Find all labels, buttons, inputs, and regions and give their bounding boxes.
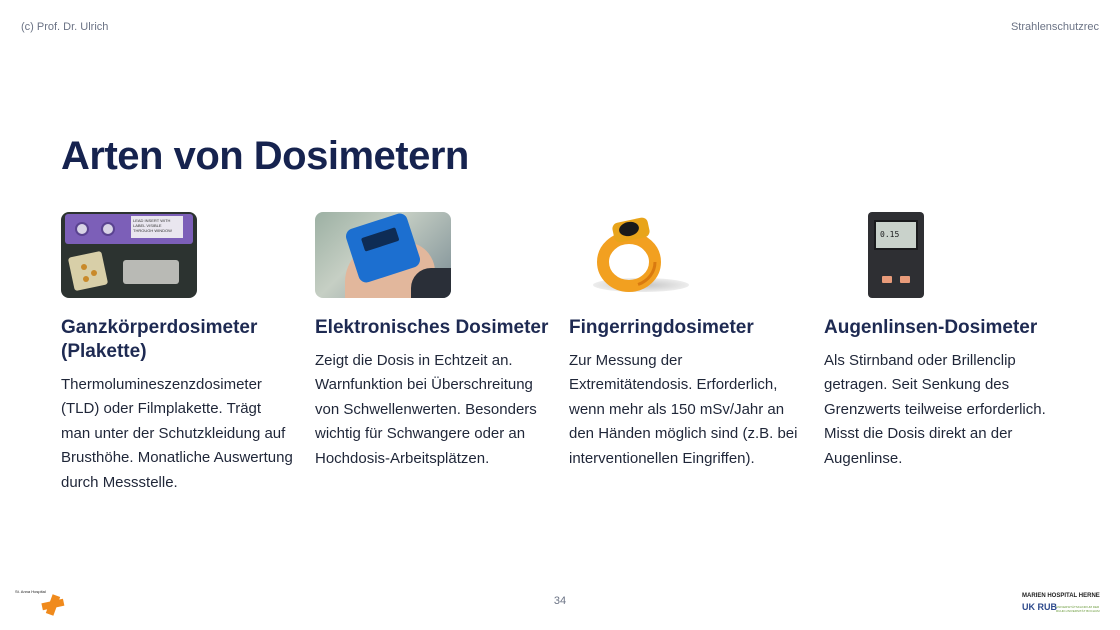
marien-hospital-logo: MARIEN HOSPITAL HERNE UK RUB UNIVERSITÄTSKLINIKUM DER RUHR-UNIVERSITÄT BOCHUM [1022, 593, 1100, 613]
dosimeter-card-eye-lens [824, 212, 1064, 471]
card-description: Zur Messung der Extremitätendosis. Erforderlich, wenn mehr als 150 mSv/Jahr an den Händen möglich sind (z.B. bei interventionellen Eingriffen). [569, 352, 798, 467]
slide-title: Arten von Dosimetern [61, 134, 469, 178]
dosimeter-card-electronic [315, 212, 555, 471]
eye-lens-dosimeter-image: 0.15 [824, 212, 960, 298]
card-description: Als Stirnband oder Brillenclip getragen. Seit Senkung des Grenzwerts teilweise erforderlich. Misst die Dosis direkt an der Augenlinse. [824, 352, 1046, 467]
st-anna-hospital-logo: St. Anna Hospital [15, 589, 75, 619]
card-title: Fingerringdosimeter [569, 317, 754, 338]
dosimeter-card-whole-body [61, 212, 301, 495]
card-title: Augenlinsen-Dosimeter [824, 317, 1038, 338]
card-description: Zeigt die Dosis in Echtzeit an. Warnfunktion bei Überschreitung von Schwellenwerten. Besonders wichtig für Schwangere oder an Hochdosis-Arbeitsplätzen. [315, 352, 537, 467]
card-title: Elektronisches Dosimeter [315, 317, 549, 338]
dosimeter-card-finger-ring [569, 212, 809, 471]
electronic-dosimeter-image [315, 212, 451, 298]
tld-badge-image: LEAD INSERT WITH LABEL VISIBLE THROUGH WINDOW [61, 212, 197, 298]
card-description: Thermolumineszenzdosimeter (TLD) oder Filmplakette. Trägt man unter der Schutzkleidung auf Brusthöhe. Monatliche Auswertung durch Messstelle. [61, 376, 293, 491]
header-topic: Strahlenschutzrec [1010, 21, 1099, 33]
card-title: Ganzkörperdosimeter (Plakette) [61, 317, 258, 362]
page-number: 34 [553, 595, 567, 607]
ring-dosimeter-image [569, 212, 705, 298]
header-author: (c) Prof. Dr. Ulrich [21, 21, 109, 33]
